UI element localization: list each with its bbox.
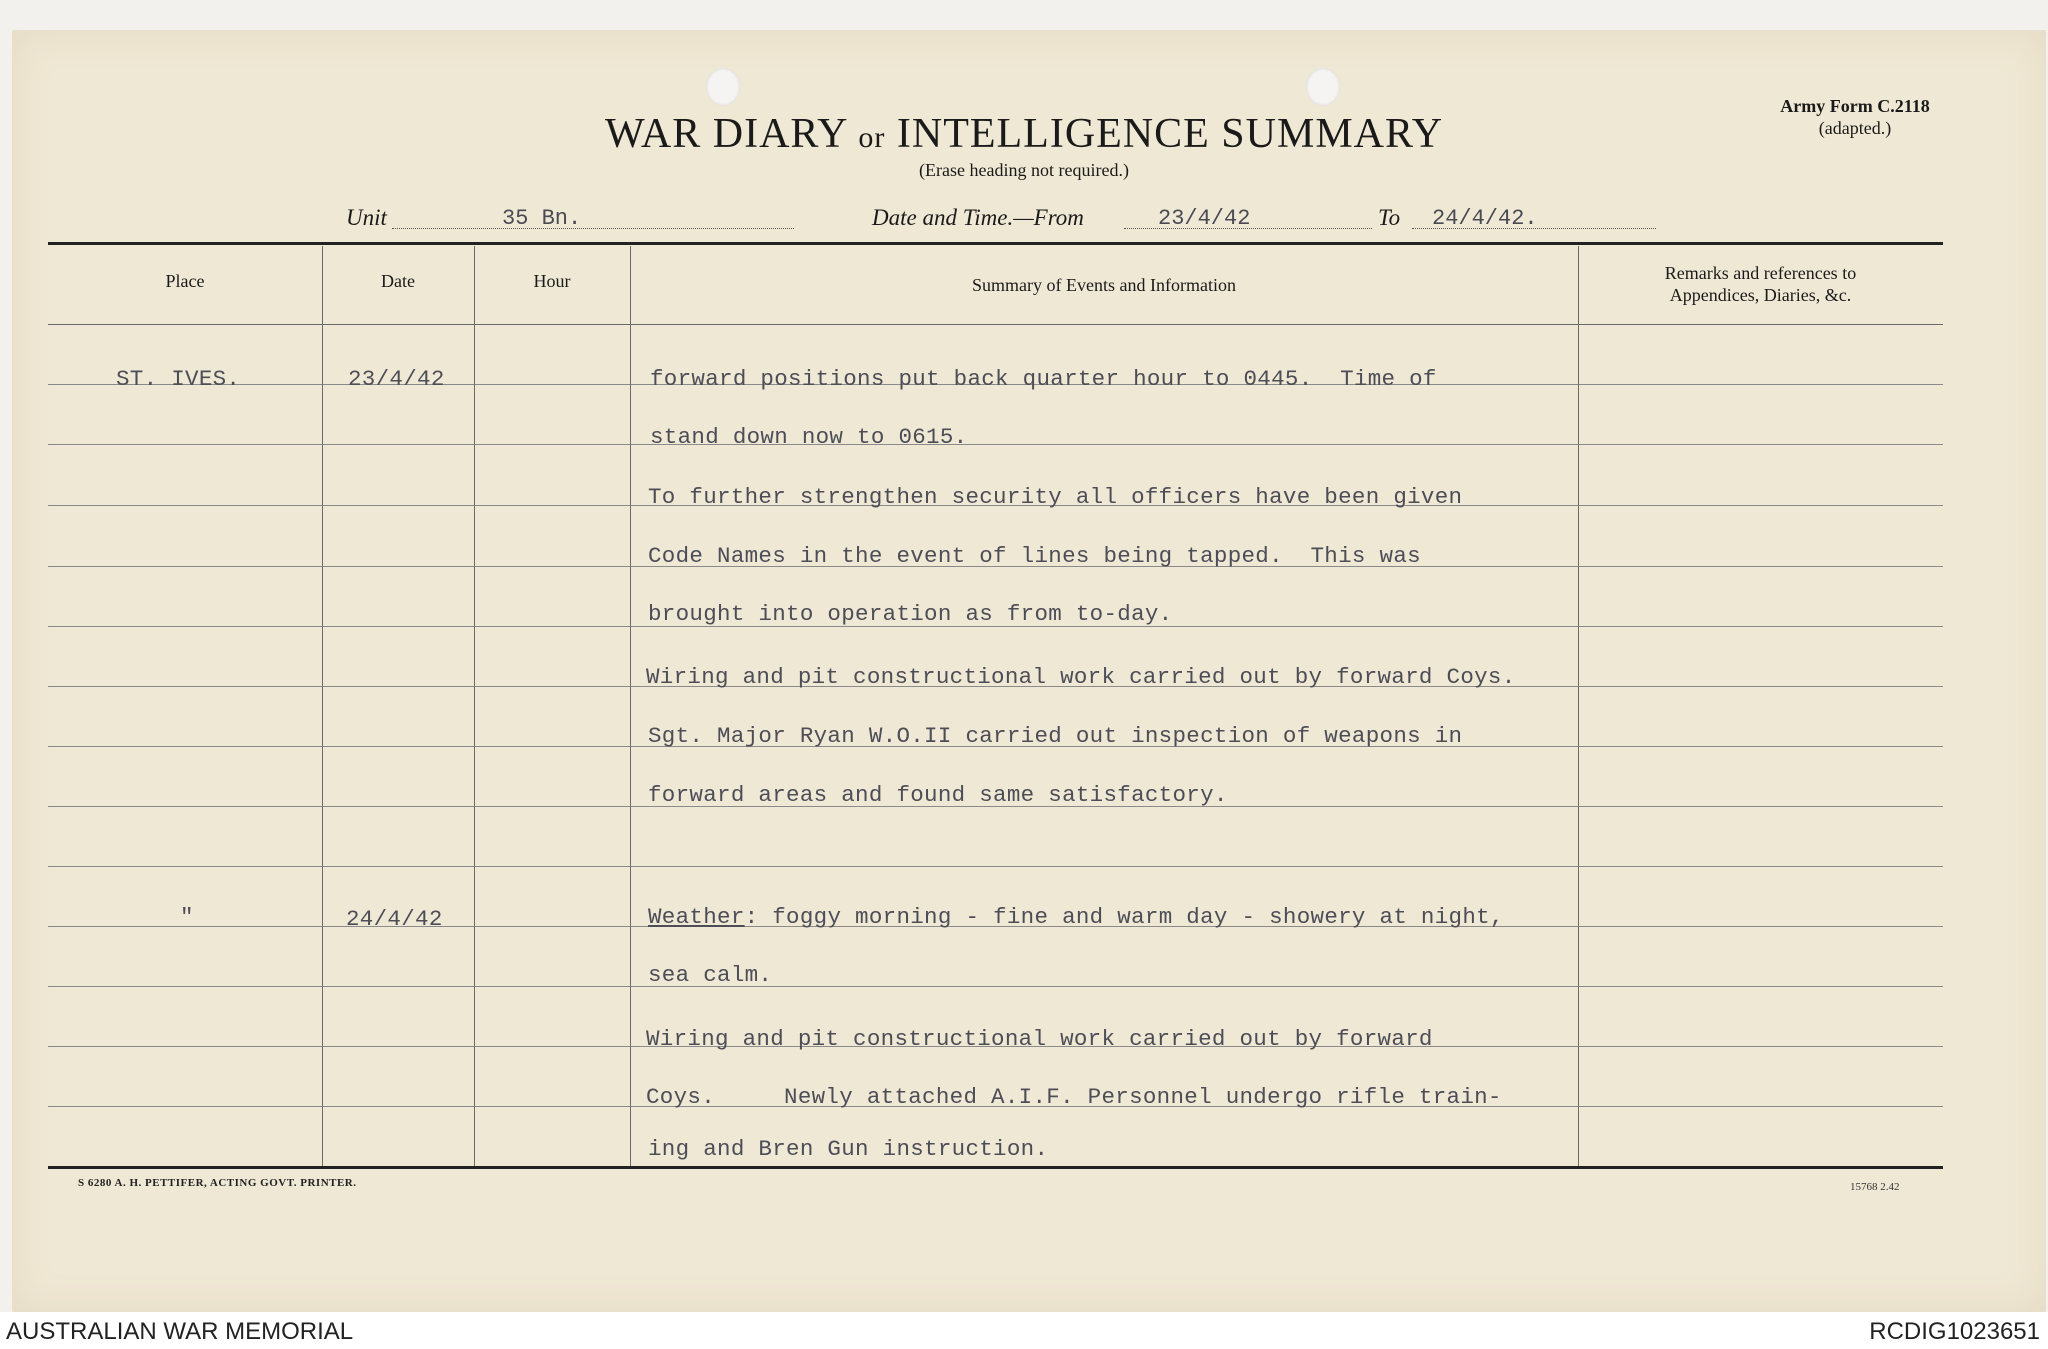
column-header-remarks: Remarks and references to Appendices, Diaries, &c. xyxy=(1664,263,1857,305)
table-bottom-rule xyxy=(48,1166,1943,1169)
date-time-label: Date and Time.—From xyxy=(872,205,1084,230)
header-bottom-rule xyxy=(48,324,1943,325)
unit-label: Unit xyxy=(346,205,387,230)
unit-dotted-line xyxy=(392,228,794,229)
column-header-summary: Summary of Events and Information xyxy=(972,275,1236,295)
column-header-hour: Hour xyxy=(533,271,571,291)
entry-date: 24/4/42 xyxy=(346,906,443,932)
column-divider-place-date xyxy=(322,246,323,1166)
summary-line: forward areas and found same satisfactory. xyxy=(648,782,1228,808)
summary-line: stand down now to 0615. xyxy=(650,424,968,450)
row-rule xyxy=(48,986,1943,987)
archive-credit: AUSTRALIAN WAR MEMORIAL xyxy=(6,1318,354,1345)
from-date-value: 23/4/42 xyxy=(1158,206,1251,231)
summary-line: Code Names in the event of lines being tapped. This was xyxy=(648,543,1421,569)
to-label: To xyxy=(1378,205,1401,230)
form-print-code: 15768 2.42 xyxy=(1850,1181,1900,1193)
summary-line: Coys. Newly attached A.I.F. Personnel undergo rifle train- xyxy=(646,1084,1502,1110)
column-header-place: Place xyxy=(165,271,205,291)
punch-hole-left xyxy=(706,68,740,106)
summary-line-weather: Weather: foggy morning - fine and warm day - showery at night, xyxy=(648,904,1504,930)
summary-line: brought into operation as from to-day. xyxy=(648,601,1173,627)
archive-identifier: RCDIG1023651 xyxy=(1869,1318,2040,1345)
form-title: WAR DIARY or INTELLIGENCE SUMMARY xyxy=(604,111,1444,157)
army-form-number: Army Form C.2118 (adapted.) xyxy=(1780,96,1930,138)
row-rule xyxy=(48,866,1943,867)
column-header-date: Date xyxy=(381,271,415,291)
table-top-rule xyxy=(48,242,1943,245)
summary-line: To further strengthen security all officers have been given xyxy=(648,484,1463,510)
summary-line: forward positions put back quarter hour to 0445. Time of xyxy=(650,366,1437,392)
column-divider-hour-summary xyxy=(630,246,631,1166)
weather-label: Weather xyxy=(648,904,745,930)
entry-date: 23/4/42 xyxy=(348,366,445,392)
printer-imprint: S 6280 A. H. PETTIFER, ACTING GOVT. PRINTER. xyxy=(78,1177,357,1189)
summary-line: Sgt. Major Ryan W.O.II carried out inspection of weapons in xyxy=(648,723,1463,749)
entry-place: ST. IVES. xyxy=(116,366,241,392)
column-divider-date-hour xyxy=(474,246,475,1166)
summary-line: Wiring and pit constructional work carried out by forward xyxy=(646,1026,1433,1052)
form-subtitle: (Erase heading not required.) xyxy=(919,160,1129,180)
entry-place-ditto: " xyxy=(180,904,194,930)
unit-value: 35 Bn. xyxy=(502,206,582,231)
summary-line: sea calm. xyxy=(648,962,773,988)
row-rule xyxy=(48,444,1943,445)
column-divider-summary-remarks xyxy=(1578,246,1579,1166)
to-date-value: 24/4/42. xyxy=(1432,206,1538,231)
punch-hole-right xyxy=(1306,68,1340,106)
summary-line: Wiring and pit constructional work carried out by forward Coys. xyxy=(646,664,1516,690)
summary-line: ing and Bren Gun instruction. xyxy=(648,1136,1049,1162)
